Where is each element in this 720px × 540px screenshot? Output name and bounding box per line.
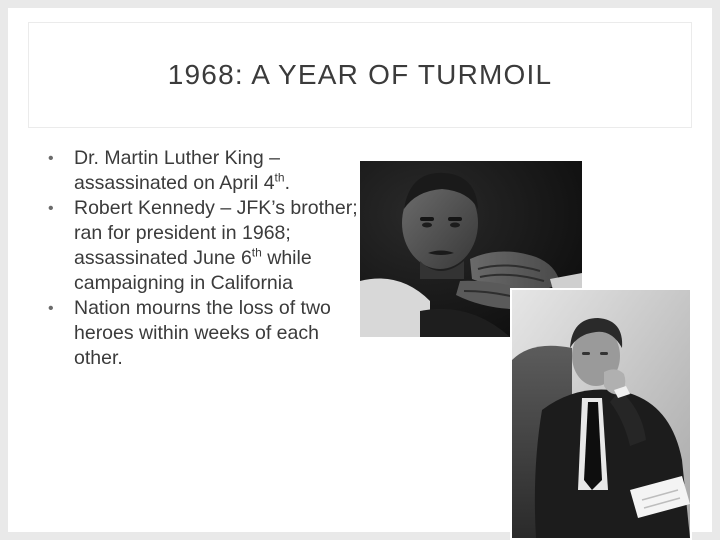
slide-title: 1968: A YEAR OF TURMOIL <box>167 59 553 90</box>
bullet-list <box>48 146 358 371</box>
slide <box>8 8 712 532</box>
portrait-kennedy-image <box>512 290 690 538</box>
bullet-superscript: th <box>274 170 285 185</box>
title-box <box>28 22 692 128</box>
bullet-text: Dr. Martin Luther King – assassinated on April 4 <box>74 147 280 194</box>
portrait-photo-kennedy <box>510 288 692 540</box>
bullet-superscript: th <box>251 245 262 260</box>
bullet-item-rfk <box>48 196 358 296</box>
bullet-item-mlk <box>48 146 358 196</box>
bullet-text-end: . <box>284 172 290 194</box>
bullet-item-mourning <box>48 296 358 371</box>
bullet-text: Robert Kennedy – JFK’s brother; ran for president in 1968; assassinated June 6 <box>74 197 358 269</box>
bullet-text: Nation mourns the loss of two heroes within weeks of each other. <box>74 297 331 369</box>
bullet-text-end: while campaigning in California <box>74 247 312 294</box>
